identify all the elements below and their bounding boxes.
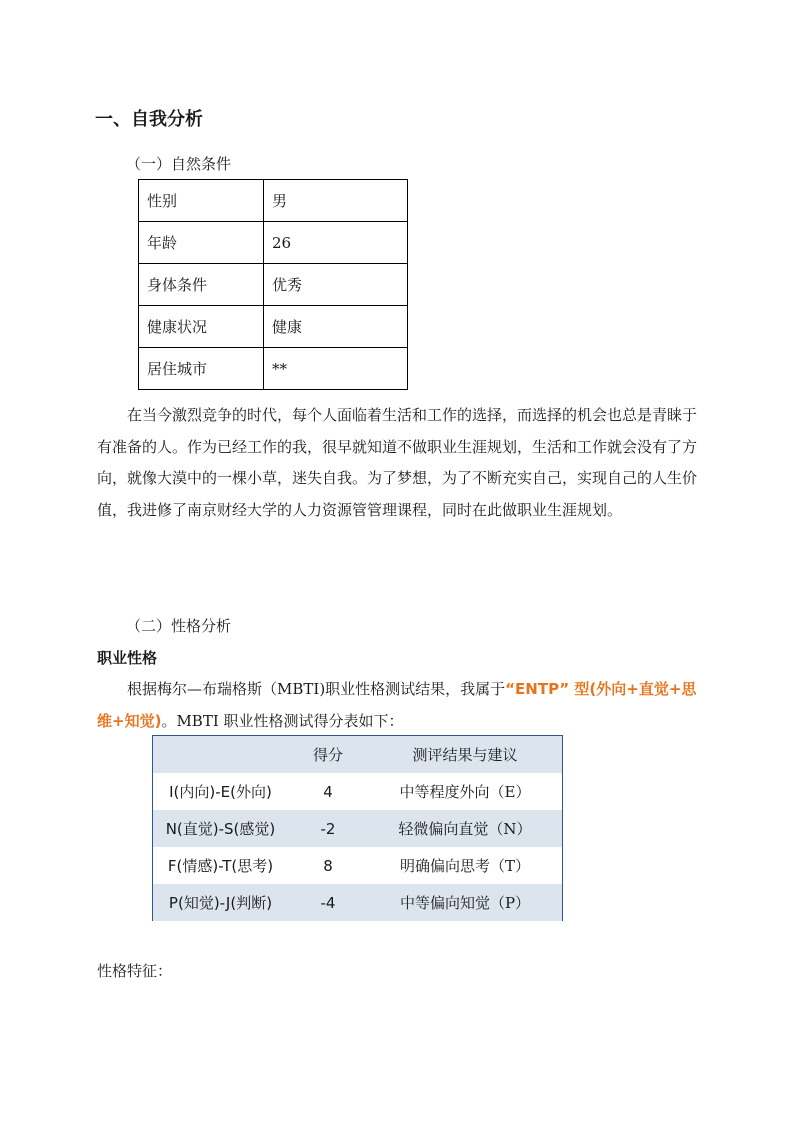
dimension-cell: N(直觉)-S(感觉) — [153, 810, 288, 847]
column-header: 得分 — [288, 736, 368, 773]
personality-traits-label: 性格特征： — [97, 962, 173, 980]
dimension-cell: F(情感)-T(思考) — [167, 857, 274, 875]
mbti-intro-paragraph — [97, 674, 697, 737]
row-value: 健康 — [264, 306, 408, 348]
personality-heading: （二）性格分析 — [126, 617, 232, 635]
row-key: 年龄 — [139, 222, 264, 264]
score-cell: 4 — [323, 782, 333, 801]
result-cell: 轻微偏向直觉（N） — [368, 810, 562, 847]
score-cell: -2 — [288, 810, 368, 847]
dimension-cell: P(知觉)-J(判断) — [153, 884, 288, 921]
column-header — [153, 736, 288, 773]
table-row — [139, 348, 408, 390]
score-cell: 8 — [323, 856, 333, 875]
row-key: 性别 — [139, 180, 264, 222]
row-value: 26 — [264, 222, 408, 264]
table-row — [139, 264, 408, 306]
table-row — [153, 773, 562, 810]
row-key: 居住城市 — [139, 348, 264, 390]
dimension-cell: I(内向)-E(外向) — [169, 783, 272, 801]
column-header: 测评结果与建议 — [368, 736, 562, 773]
result-cell: 中等偏向知觉（P） — [368, 884, 562, 921]
natural-conditions-table — [138, 179, 408, 390]
score-cell: -4 — [288, 884, 368, 921]
result-cell: 明确偏向思考（T） — [399, 857, 530, 875]
natural-conditions-heading: （一）自然条件 — [126, 155, 232, 173]
table-row — [139, 222, 408, 264]
table-row — [139, 306, 408, 348]
table-row — [153, 884, 562, 921]
row-key: 健康状况 — [139, 306, 264, 348]
table-row — [153, 847, 562, 884]
mbti-score-table — [152, 735, 563, 921]
intro-paragraph: 在当今激烈竞争的时代，每个人面临着生活和工作的选择，而选择的机会也总是青睐于有准备的人。作为已经工作的我，很早就知道不做职业生涯规划，生活和工作就会没有了方向，就像大漠中的一棵小草，迷失自我。为了梦想，为了不断充实自己，实现自己的人生价值，我进修了南京财经大学的人力资源管管理课程，同时在此做职业生涯规划。 — [97, 406, 698, 519]
mbti-intro-text-end: 。MBTI 职业性格测试得分表如下： — [161, 711, 404, 730]
row-value: ** — [264, 348, 408, 390]
table-row — [139, 180, 408, 222]
table-header-row — [153, 736, 562, 773]
section-title: 一、自我分析 — [95, 109, 203, 130]
row-value: 男 — [264, 180, 408, 222]
row-key: 身体条件 — [139, 264, 264, 306]
row-value: 优秀 — [264, 264, 408, 306]
result-cell: 中等程度外向（E） — [399, 783, 531, 801]
table-row — [153, 810, 562, 847]
mbti-intro-text: 根据梅尔—布瑞格斯（MBTI)职业性格测试结果，我属于 — [127, 680, 506, 698]
mbti-type-highlight: “ENTP” 型(外向+直觉+思维+知觉) — [97, 680, 697, 730]
career-personality-subheading: 职业性格 — [97, 649, 158, 667]
